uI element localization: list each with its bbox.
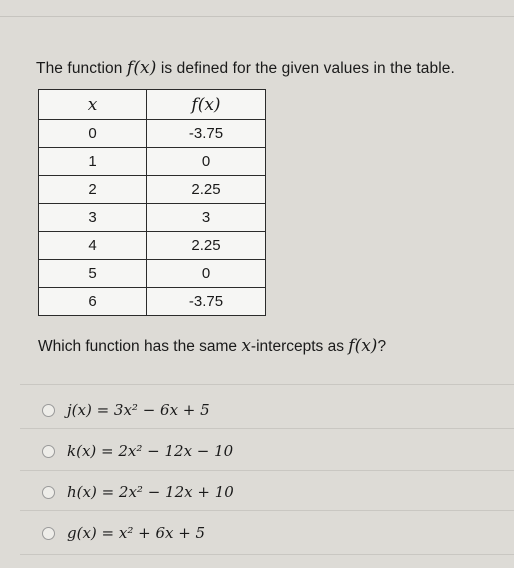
option-label: g(x) = x² + 6x + 5 xyxy=(67,524,206,542)
cell-fx: 0 xyxy=(147,260,266,288)
cell-fx: 2.25 xyxy=(147,232,266,260)
prompt-prefix: Which function has the same xyxy=(38,338,242,355)
values-table xyxy=(38,89,266,316)
cell-x: 5 xyxy=(39,260,147,288)
divider xyxy=(20,554,514,555)
cell-fx: 0 xyxy=(147,148,266,176)
cell-x: 3 xyxy=(39,204,147,232)
cell-x: 2 xyxy=(39,176,147,204)
divider xyxy=(20,470,514,471)
question-function: f(x) xyxy=(126,58,157,78)
header-fx: f(x) xyxy=(147,90,266,120)
divider xyxy=(20,384,514,385)
radio-button-icon[interactable] xyxy=(42,445,55,458)
table-row xyxy=(39,176,266,204)
table-row xyxy=(39,148,266,176)
divider xyxy=(20,510,514,511)
radio-button-icon[interactable] xyxy=(42,404,55,417)
cell-x: 0 xyxy=(39,120,147,148)
question-prefix: The function xyxy=(36,60,127,77)
option-label: j(x) = 3x² − 6x + 5 xyxy=(67,401,210,419)
answer-option-g[interactable] xyxy=(42,520,205,546)
radio-button-icon[interactable] xyxy=(42,486,55,499)
table-row xyxy=(39,120,266,148)
radio-button-icon[interactable] xyxy=(42,527,55,540)
option-label: h(x) = 2x² − 12x + 10 xyxy=(67,483,234,501)
header-x: x xyxy=(39,90,147,120)
answer-option-j[interactable] xyxy=(42,397,210,423)
prompt-middle: -intercepts as xyxy=(250,338,349,355)
prompt-x-variable: x xyxy=(241,336,251,356)
option-label: k(x) = 2x² − 12x − 10 xyxy=(67,442,234,460)
cell-fx: 3 xyxy=(147,204,266,232)
top-divider xyxy=(0,0,514,17)
question-suffix: is defined for the given values in the table. xyxy=(156,60,455,77)
cell-x: 1 xyxy=(39,148,147,176)
cell-x: 4 xyxy=(39,232,147,260)
cell-fx: 2.25 xyxy=(147,176,266,204)
cell-fx: -3.75 xyxy=(147,288,266,316)
cell-fx: -3.75 xyxy=(147,120,266,148)
divider xyxy=(20,428,514,429)
prompt-function: f(x) xyxy=(348,336,378,356)
answer-option-h[interactable] xyxy=(42,479,234,505)
prompt-text xyxy=(38,336,508,356)
table-row xyxy=(39,204,266,232)
prompt-suffix: ? xyxy=(377,338,387,355)
cell-x: 6 xyxy=(39,288,147,316)
table-row xyxy=(39,232,266,260)
table-row xyxy=(39,260,266,288)
table-header-row xyxy=(39,90,266,120)
table-row xyxy=(39,288,266,316)
answer-option-k[interactable] xyxy=(42,438,233,464)
question-text xyxy=(36,58,506,78)
